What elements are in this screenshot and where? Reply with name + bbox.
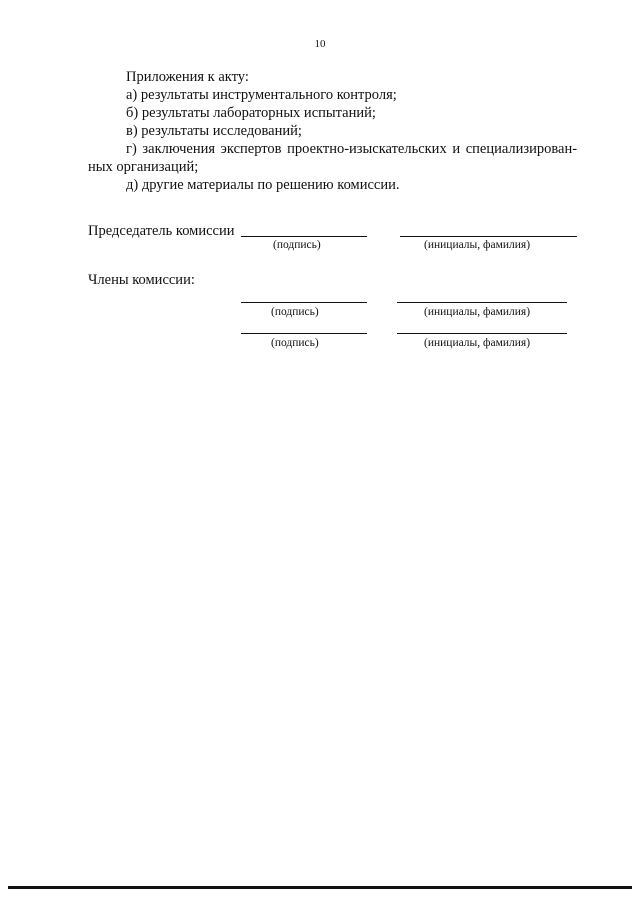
- member1-name-caption: (инициалы, фамилия): [424, 306, 531, 318]
- chairman-signature-caption: (подпись): [273, 239, 321, 251]
- attachment-item-c: в) результаты исследований;: [126, 123, 302, 139]
- attachment-item-d-line2: ных организаций;: [88, 159, 199, 175]
- attachment-item-b: б) результаты лабораторных испытаний;: [126, 105, 376, 121]
- member1-signature-caption: (подпись): [271, 306, 319, 318]
- member2-name-line: [397, 333, 567, 334]
- page-number: 10: [314, 38, 326, 50]
- chairman-label: Председатель комиссии: [88, 223, 235, 239]
- attachment-item-a: а) результаты инструментального контроля;: [126, 87, 397, 103]
- chairman-name-line: [400, 236, 577, 237]
- members-label: Члены комиссии:: [88, 272, 195, 288]
- attachment-item-e: д) другие материалы по решению комиссии.: [126, 177, 400, 193]
- bottom-rule: [8, 886, 632, 889]
- chairman-name-caption: (инициалы, фамилия): [424, 239, 531, 251]
- attachment-item-d-line1: г) заключения экспертов проектно-изыскательских и специализирован-: [126, 141, 578, 157]
- member1-name-line: [397, 302, 567, 303]
- member2-signature-line: [241, 333, 367, 334]
- chairman-signature-line: [241, 236, 367, 237]
- member1-signature-line: [241, 302, 367, 303]
- attachments-heading: Приложения к акту:: [126, 69, 249, 85]
- member2-signature-caption: (подпись): [271, 337, 319, 349]
- member2-name-caption: (инициалы, фамилия): [424, 337, 531, 349]
